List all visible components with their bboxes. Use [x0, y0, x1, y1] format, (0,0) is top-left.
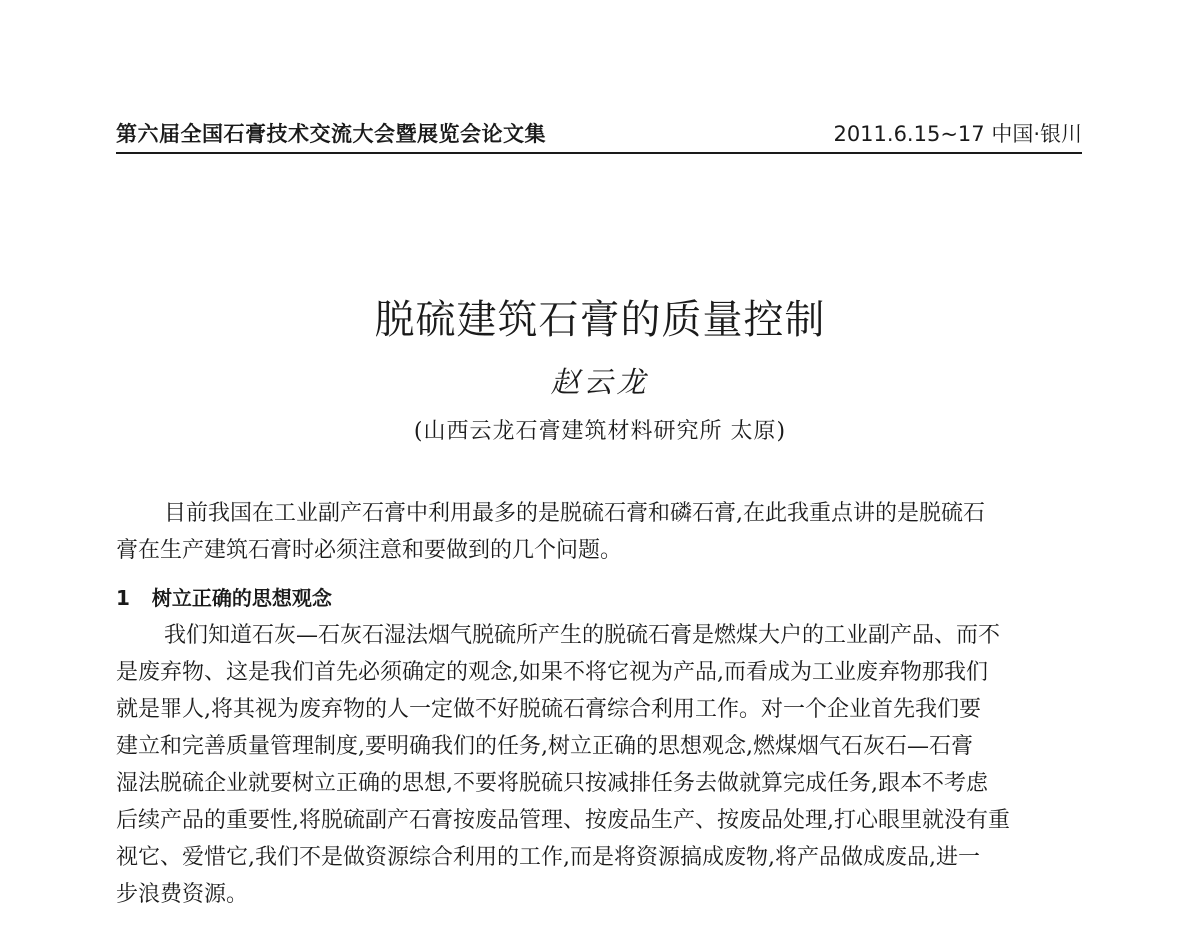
intro-line: 膏在生产建筑石膏时必须注意和要做到的几个问题。 [116, 538, 623, 563]
conference-date-location: 2011.6.15~17 中国·银川 [833, 122, 1082, 146]
section-title: 树立正确的思想观念 [151, 586, 332, 610]
section-number: 1 [116, 586, 130, 610]
proceedings-title: 第六届全国石膏技术交流大会暨展览会论文集 [116, 122, 546, 146]
intro-line: 目前我国在工业副产石膏中利用最多的是脱硫石膏和磷石膏,在此我重点讲的是脱硫石 [164, 501, 985, 526]
paragraph-line: 湿法脱硫企业就要树立正确的思想,不要将脱硫只按减排任务去做就算完成任务,跟本不考虑 [116, 771, 988, 796]
paragraph-line: 视它、爱惜它,我们不是做资源综合利用的工作,而是将资源搞成废物,将产品做成废品,进一 [116, 845, 980, 870]
intro-paragraph [116, 495, 1082, 569]
author-name: 赵云龙 [550, 365, 650, 399]
running-header [116, 118, 1082, 154]
paragraph-line: 建立和完善质量管理制度,要明确我们的任务,树立正确的思想观念,燃煤烟气石灰石—石膏 [116, 734, 973, 759]
paragraph-line: 步浪费资源。 [116, 882, 249, 907]
paragraph-line: 后续产品的重要性,将脱硫副产石膏按废品管理、按废品生产、按废品处理,打心眼里就没有重 [116, 808, 1010, 833]
paragraph-line: 是废弃物、这是我们首先必须确定的观念,如果不将它视为产品,而看成为工业废弃物那我们 [116, 660, 988, 685]
paragraph-line: 就是罪人,将其视为废弃物的人一定做不好脱硫石膏综合利用工作。对一个企业首先我们要 [116, 697, 981, 722]
author-affiliation: (山西云龙石膏建筑材料研究所 太原) [413, 419, 787, 444]
section-heading [116, 582, 332, 611]
paragraph-line: 我们知道石灰—石灰石湿法烟气脱硫所产生的脱硫石膏是燃煤大户的工业副产品、而不 [164, 623, 1001, 648]
paper-title: 脱硫建筑石膏的质量控制 [374, 297, 826, 343]
section-paragraph [116, 617, 1082, 913]
